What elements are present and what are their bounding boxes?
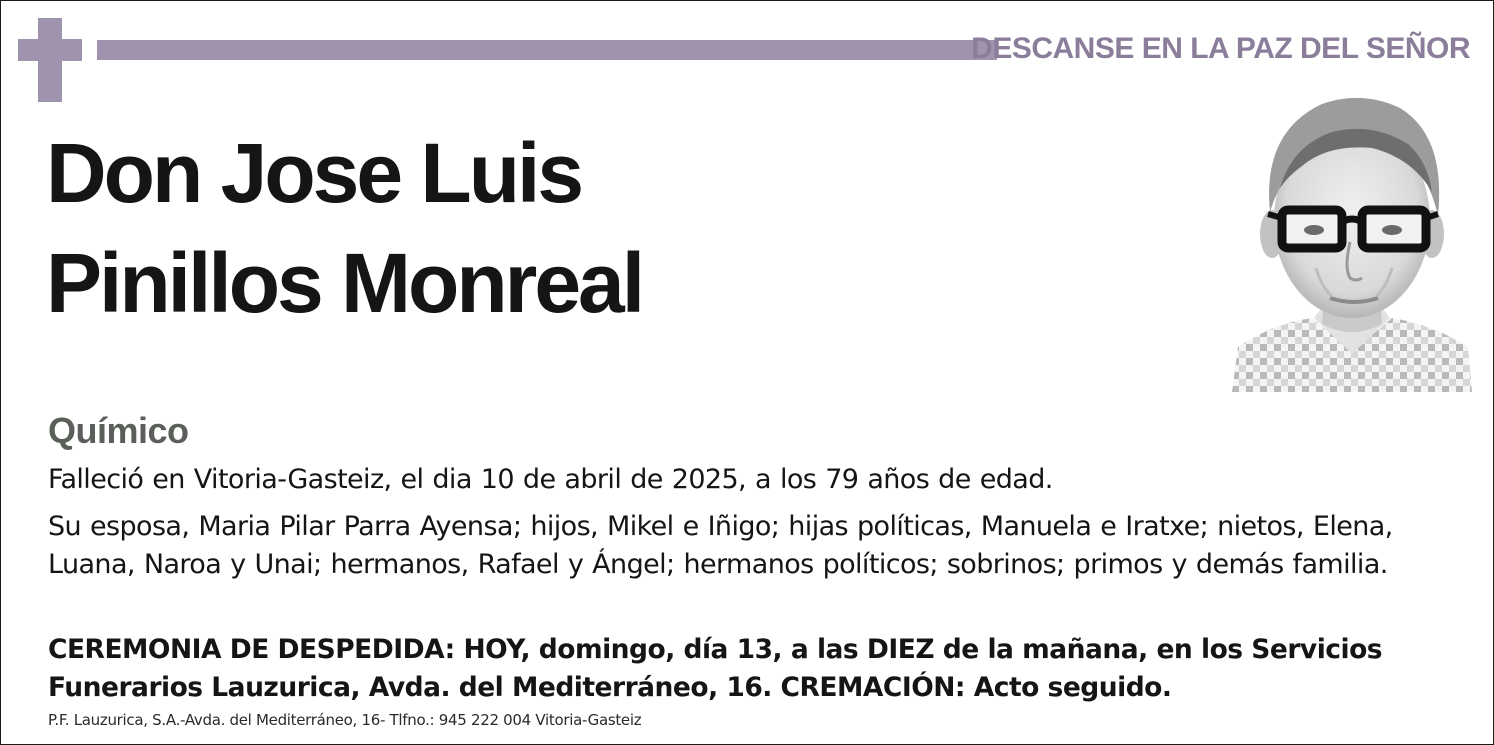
death-announcement: Falleció en Vitoria-Gasteiz, el dia 10 de abril de 2025, a los 79 años de edad. [48,464,1053,495]
header-title: DESCANSE EN LA PAZ DEL SEÑOR [971,32,1470,65]
portrait-photo [1232,92,1472,392]
family-list: Su esposa, Maria Pilar Parra Ayensa; hijos, Mikel e Iñigo; hijas políticas, Manuela e Iratxe; nietos, Elena, Luana, Naroa y Unai; hermanos, Rafael y Ángel; hermanos políticos; sobrinos; primos y demás familia. [48,511,1393,580]
name-line-2: Pinillos Monreal [46,236,643,330]
funeral-home-footer: P.F. Lauzurica, S.A.-Avda. del Mediterráneo, 16- Tlfno.: 945 222 004 Vitoria-Gasteiz [48,711,642,729]
cross-icon-horizontal [18,39,82,61]
profession: Químico [48,410,189,451]
deceased-name [46,118,642,338]
name-line-1: Don Jose Luis [46,126,582,220]
ceremony-details: CEREMONIA DE DESPEDIDA: HOY, domingo, día 13, a las DIEZ de la mañana, en los Servicios Funerarios Lauzurica, Avda. del Mediterráneo, 16. CREMACIÓN: Acto seguido. [48,634,1383,703]
header-rule [97,40,997,60]
